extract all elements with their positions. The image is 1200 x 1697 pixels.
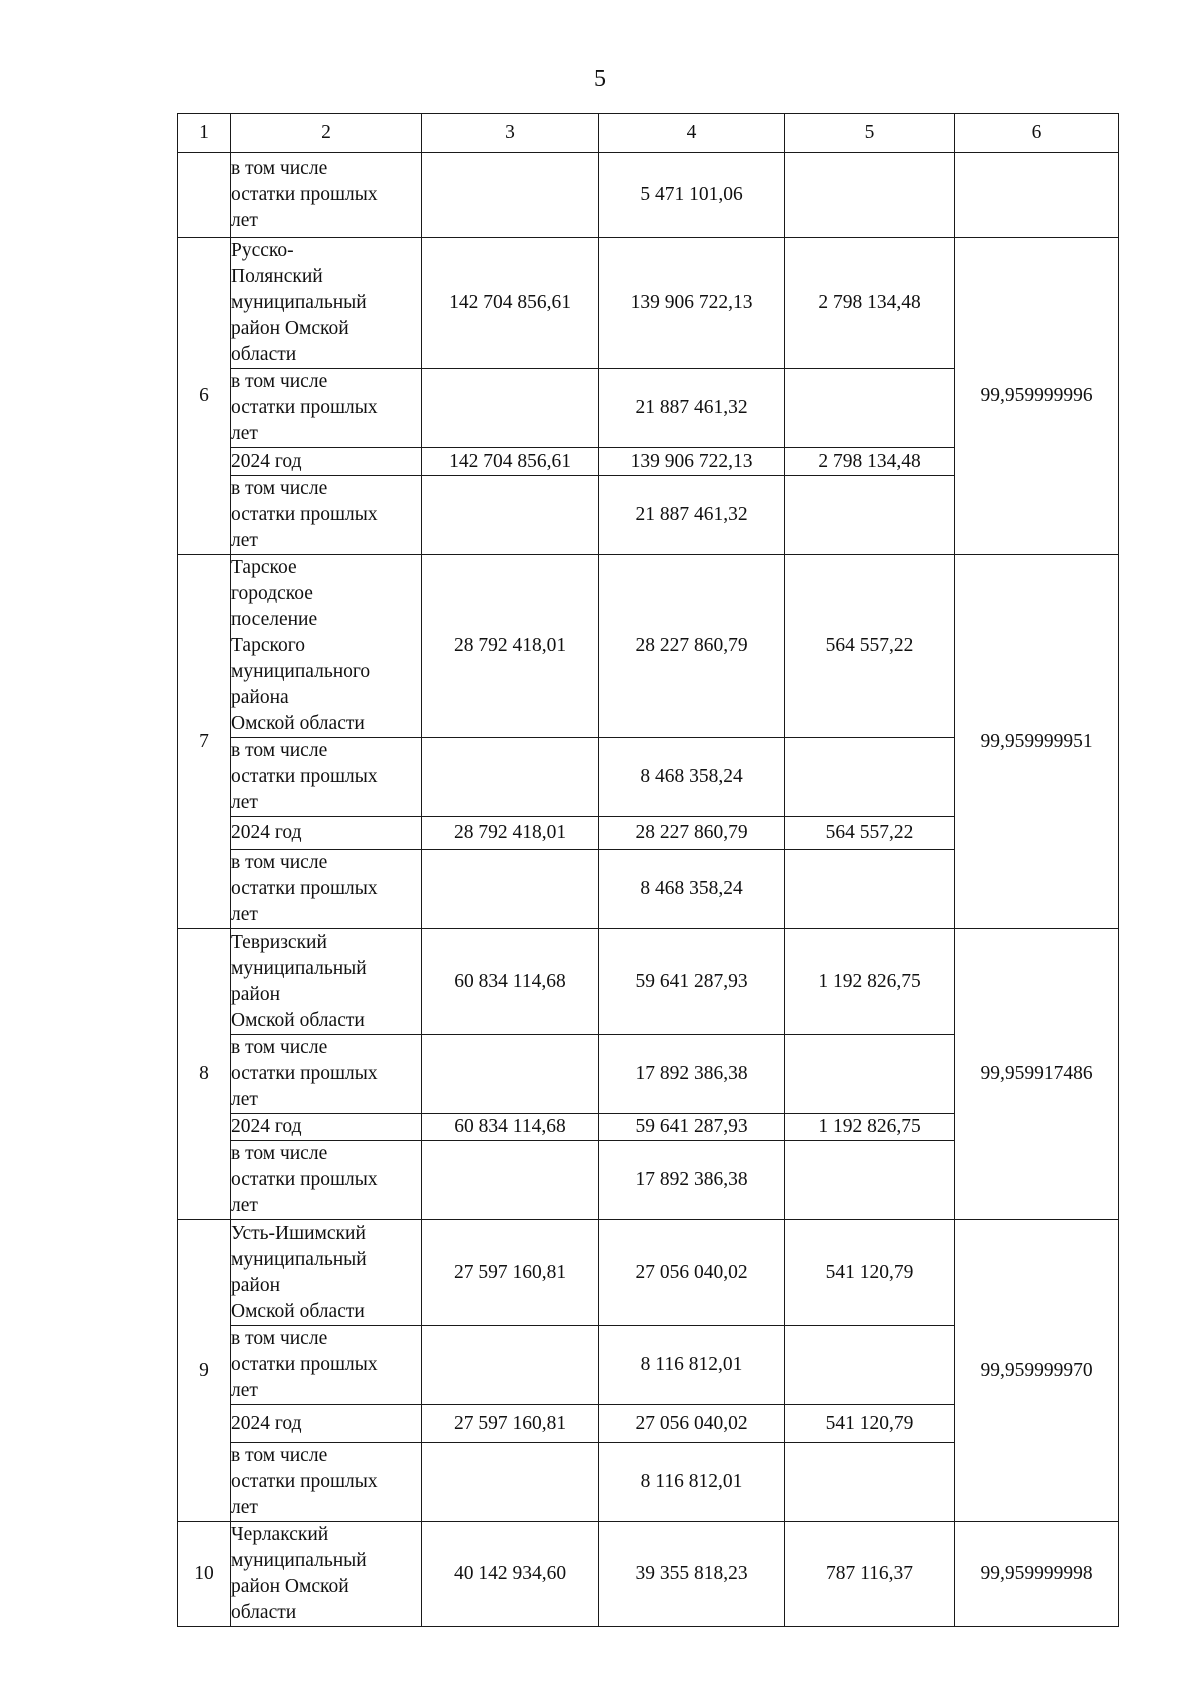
percent-cell: 99,959999996: [955, 238, 1119, 555]
value-cell: 564 557,22: [785, 817, 955, 850]
name-line: остатки прошлых: [231, 1471, 378, 1492]
name-line: Тарское: [231, 557, 297, 578]
value-cell: [422, 1141, 599, 1220]
name-line: район Омской: [231, 1576, 349, 1597]
name-line: лет: [231, 1497, 258, 1518]
header-cell: 5: [785, 114, 955, 153]
name-cell: [231, 369, 422, 448]
value-cell: [785, 1326, 955, 1405]
header-cell: 2: [231, 114, 422, 153]
value-cell: 541 120,79: [785, 1220, 955, 1326]
name-cell: [231, 476, 422, 555]
percent-cell: 99,959917486: [955, 929, 1119, 1220]
name-line: район: [231, 1274, 281, 1296]
name-line: Омской области: [231, 1300, 365, 1322]
name-line: в том числе: [231, 478, 328, 499]
value-cell: 142 704 856,61: [422, 238, 599, 369]
table-row: [178, 238, 1119, 369]
value-cell: [785, 153, 955, 238]
value-cell: 60 834 114,68: [422, 929, 599, 1035]
value-cell: 1 192 826,75: [785, 1114, 955, 1141]
value-cell: [785, 850, 955, 929]
name-line: Полянский: [231, 266, 323, 287]
name-cell: [231, 153, 422, 238]
name-line: Усть-Ишимский: [231, 1222, 366, 1244]
value-cell: 28 227 860,79: [599, 817, 785, 850]
value-cell: 39 355 818,23: [599, 1522, 785, 1627]
value-cell: 28 227 860,79: [599, 555, 785, 738]
header-cell: 6: [955, 114, 1119, 153]
name-line: Омской области: [231, 1009, 365, 1031]
value-cell: 8 468 358,24: [599, 850, 785, 929]
value-cell: 2 798 134,48: [785, 448, 955, 476]
value-cell: 541 120,79: [785, 1405, 955, 1443]
value-cell: [785, 738, 955, 817]
name-line: лет: [231, 423, 258, 444]
name-line: в том числе: [231, 1328, 328, 1349]
budget-table: [177, 113, 1119, 1627]
number-cell: [178, 153, 231, 238]
header-row: [178, 114, 1119, 153]
value-cell: 8 116 812,01: [599, 1443, 785, 1522]
name-line: лет: [231, 904, 258, 925]
value-cell: [422, 1035, 599, 1114]
year-label: 2024 год: [231, 1114, 422, 1141]
value-cell: 28 792 418,01: [422, 555, 599, 738]
value-cell: 8 468 358,24: [599, 738, 785, 817]
name-line: в том числе: [231, 1037, 328, 1058]
name-cell: [231, 1141, 422, 1220]
value-cell: 142 704 856,61: [422, 448, 599, 476]
value-cell: 40 142 934,60: [422, 1522, 599, 1627]
name-cell: [231, 929, 422, 1035]
name-line: район: [231, 983, 281, 1005]
name-line: муниципальный: [231, 292, 367, 313]
name-line: поселение: [231, 609, 318, 630]
name-line: остатки прошлых: [231, 1063, 378, 1084]
row-number: 8: [178, 929, 231, 1220]
value-cell: 27 597 160,81: [422, 1405, 599, 1443]
name-cell: [231, 1443, 422, 1522]
table-row: [178, 1522, 1119, 1627]
percent-cell: 99,959999998: [955, 1522, 1119, 1627]
name-line: Тевризский: [231, 931, 327, 953]
name-line: остатки прошлых: [231, 878, 378, 899]
name-line: остатки прошлых: [231, 1169, 378, 1190]
name-line: в том числе: [231, 852, 328, 873]
row-number: 10: [178, 1522, 231, 1627]
name-line: муниципальный: [231, 1550, 367, 1571]
table-row: [178, 555, 1119, 738]
value-cell: 139 906 722,13: [599, 238, 785, 369]
name-line: муниципального: [231, 661, 371, 682]
value-cell: [422, 476, 599, 555]
value-cell: 564 557,22: [785, 555, 955, 738]
value-cell: [422, 850, 599, 929]
name-line: Омской области: [231, 713, 365, 734]
name-line: остатки прошлых: [231, 397, 378, 418]
name-cell: [231, 738, 422, 817]
value-cell: 27 056 040,02: [599, 1220, 785, 1326]
name-line: лет: [231, 530, 258, 551]
value-cell: [785, 1141, 955, 1220]
row-number: 9: [178, 1220, 231, 1522]
year-label: 2024 год: [231, 448, 422, 476]
value-cell: [785, 369, 955, 448]
value-cell: 17 892 386,38: [599, 1141, 785, 1220]
name-cell: [231, 555, 422, 738]
value-cell: 59 641 287,93: [599, 1114, 785, 1141]
name-line: лет: [231, 1195, 258, 1216]
value-cell: 60 834 114,68: [422, 1114, 599, 1141]
percent-cell: 99,959999951: [955, 555, 1119, 929]
value-cell: 787 116,37: [785, 1522, 955, 1627]
value-cell: 17 892 386,38: [599, 1035, 785, 1114]
name-cell: [231, 1522, 422, 1627]
value-cell: 1 192 826,75: [785, 929, 955, 1035]
value-cell: [422, 369, 599, 448]
header-cell: 3: [422, 114, 599, 153]
value-cell: 5 471 101,06: [599, 153, 785, 238]
name-line: лет: [231, 1380, 258, 1401]
value-cell: 2 798 134,48: [785, 238, 955, 369]
header-cell: 1: [178, 114, 231, 153]
value-cell: 27 056 040,02: [599, 1405, 785, 1443]
value-cell: 21 887 461,32: [599, 476, 785, 555]
name-line: в том числе: [231, 740, 328, 761]
value-cell: [785, 1443, 955, 1522]
value-cell: 8 116 812,01: [599, 1326, 785, 1405]
table-row: [178, 929, 1119, 1035]
name-line: в том числе: [231, 371, 328, 392]
name-line: лет: [231, 792, 258, 813]
name-line: муниципальный: [231, 1248, 367, 1270]
table-row: [178, 153, 1119, 238]
name-line: района: [231, 687, 289, 708]
name-cell: [231, 1035, 422, 1114]
value-cell: [422, 1326, 599, 1405]
value-cell: 139 906 722,13: [599, 448, 785, 476]
percent-cell: 99,959999970: [955, 1220, 1119, 1522]
row-number: 6: [178, 238, 231, 555]
value-cell: 27 597 160,81: [422, 1220, 599, 1326]
name-line: городское: [231, 583, 313, 604]
header-cell: 4: [599, 114, 785, 153]
name-line: Тарского: [231, 635, 305, 656]
name-line: лет: [231, 1089, 258, 1110]
percent-cell: [955, 153, 1119, 238]
name-line: Русско-: [231, 240, 294, 261]
name-line: остатки прошлых: [231, 766, 378, 787]
name-line: муниципальный: [231, 957, 367, 979]
name-line: области: [231, 344, 297, 365]
name-cell: [231, 850, 422, 929]
name-line: области: [231, 1602, 297, 1623]
name-cell: [231, 238, 422, 369]
name-line: в том числе: [231, 158, 328, 179]
table-row: [178, 1220, 1119, 1326]
value-cell: 21 887 461,32: [599, 369, 785, 448]
value-cell: [785, 1035, 955, 1114]
name-line: остатки прошлых: [231, 504, 378, 525]
name-line: лет: [231, 210, 258, 231]
value-cell: 59 641 287,93: [599, 929, 785, 1035]
value-cell: [422, 1443, 599, 1522]
value-cell: 28 792 418,01: [422, 817, 599, 850]
name-cell: [231, 1220, 422, 1326]
value-cell: [785, 476, 955, 555]
name-line: в том числе: [231, 1445, 328, 1466]
page-number: 5: [594, 66, 606, 92]
value-cell: [422, 153, 599, 238]
value-cell: [422, 738, 599, 817]
name-line: остатки прошлых: [231, 1354, 378, 1375]
name-line: Черлакский: [231, 1524, 329, 1545]
name-line: в том числе: [231, 1143, 328, 1164]
row-number: 7: [178, 555, 231, 929]
name-line: остатки прошлых: [231, 184, 378, 205]
name-cell: [231, 1326, 422, 1405]
name-line: район Омской: [231, 318, 349, 339]
year-label: 2024 год: [231, 817, 422, 850]
year-label: 2024 год: [231, 1405, 422, 1443]
